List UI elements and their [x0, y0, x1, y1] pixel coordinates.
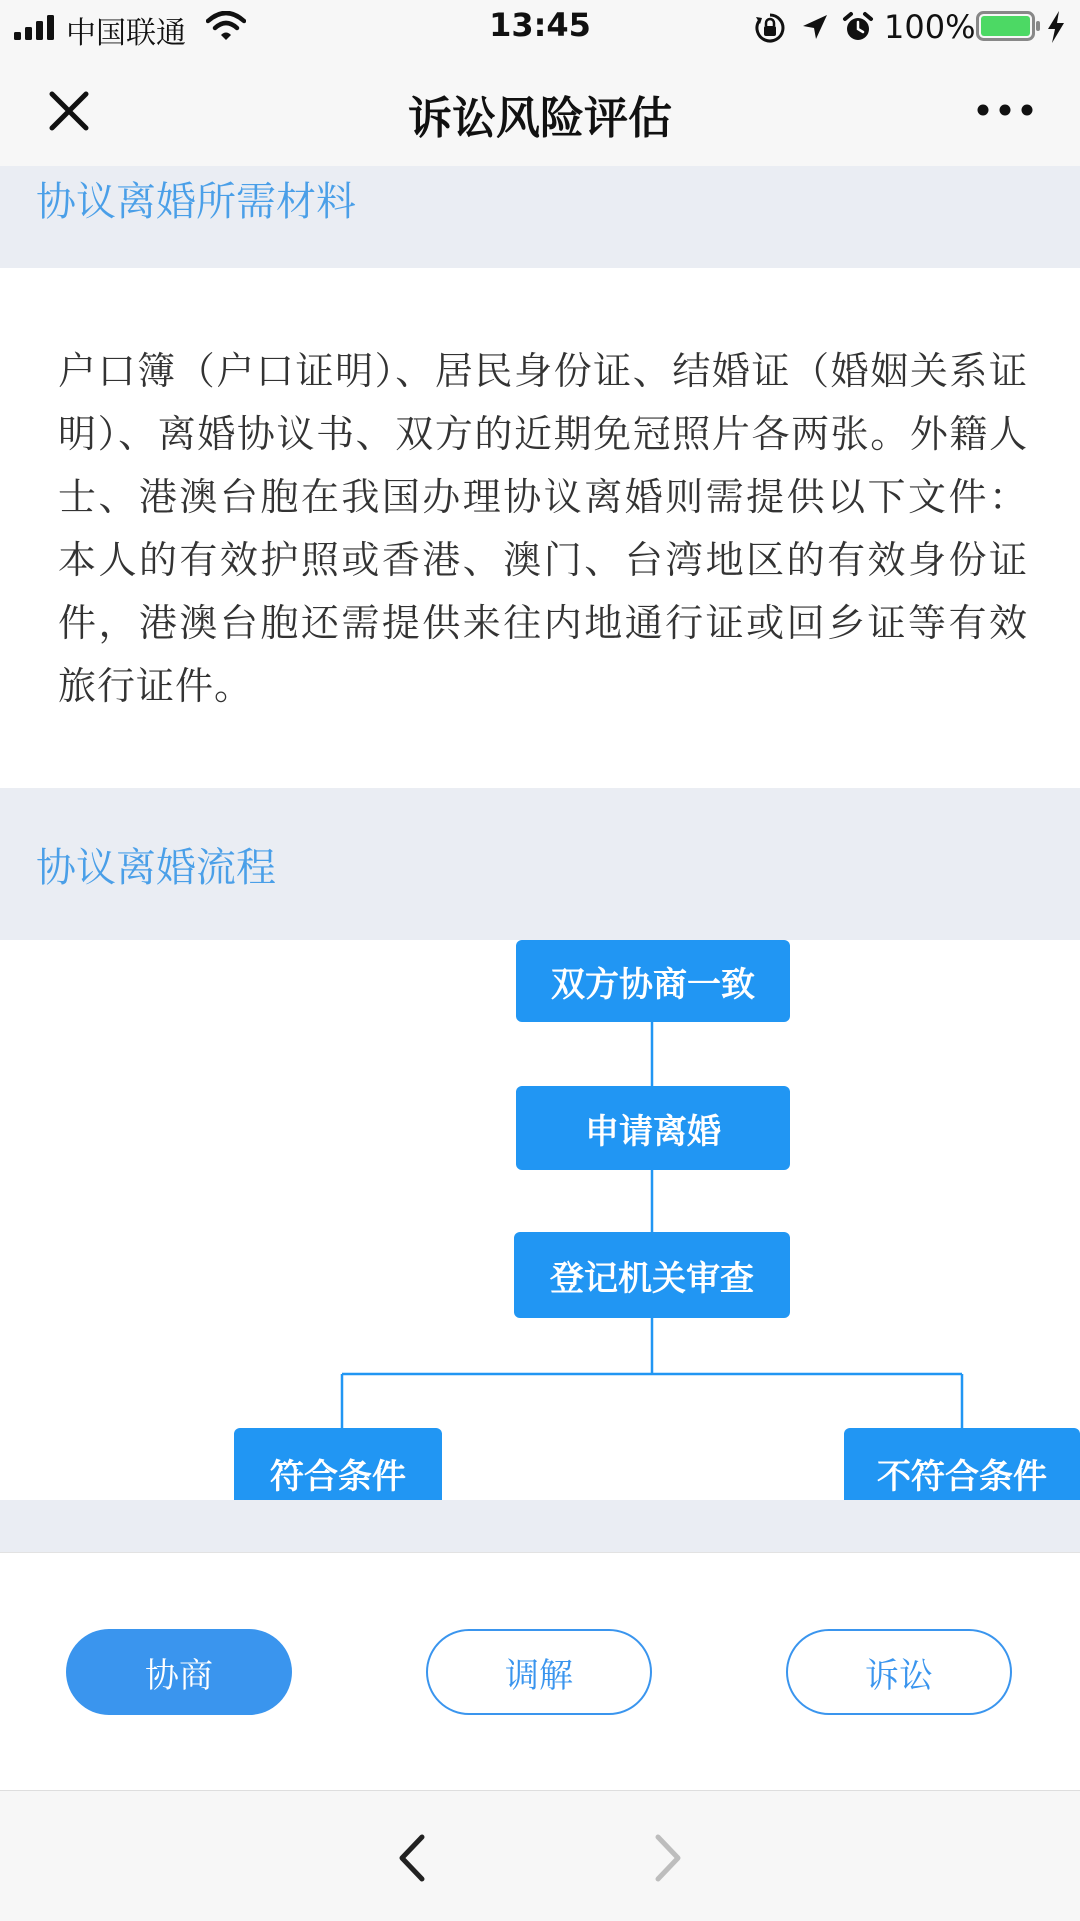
- nav-bar: [0, 54, 1080, 166]
- battery-percentage: 100%: [884, 8, 976, 46]
- carrier-name: 中国联通: [66, 16, 186, 51]
- status-bar: [0, 0, 1080, 54]
- section-title: 协议离婚流程: [36, 845, 276, 891]
- forward-icon[interactable]: [648, 1831, 688, 1885]
- section-header-process: [0, 788, 1080, 940]
- back-icon[interactable]: [392, 1831, 432, 1885]
- flow-node-qualified: 符合条件: [234, 1428, 442, 1500]
- alarm-icon: [842, 11, 874, 43]
- flow-node-not-qualified: 不符合条件: [844, 1428, 1080, 1500]
- section-divider: [0, 1500, 1080, 1552]
- clock-time: 13:45: [489, 6, 591, 44]
- litigate-button[interactable]: 诉讼: [786, 1629, 1012, 1715]
- orientation-lock-icon: [754, 12, 786, 44]
- negotiate-button[interactable]: 协商: [66, 1629, 292, 1715]
- mediate-button[interactable]: 调解: [426, 1629, 652, 1715]
- option-bar: [0, 1552, 1080, 1791]
- browser-nav-bar: [0, 1790, 1080, 1921]
- charging-bolt-icon: [1046, 10, 1066, 44]
- flow-node-registry-review: 登记机关审查: [514, 1232, 790, 1318]
- page-title: 诉讼风险评估: [408, 93, 672, 144]
- flow-node-mutual-agreement: 双方协商一致: [516, 940, 790, 1022]
- flowchart-connectors: [0, 940, 1080, 1500]
- section-header-materials: [0, 166, 1080, 268]
- flow-node-apply-divorce: 申请离婚: [516, 1086, 790, 1170]
- materials-paragraph: 户口簿（户口证明）、居民身份证、结婚证（婚姻关系证明）、离婚协议书、双方的近期免冠照片各两张。外籍人士、港澳台胞在我国办理协议离婚则需提供以下文件：本人的有效护照或香港、澳门、台湾地区的有效身份证件，港澳台胞还需提供来往内地通行证或回乡证等有效旅行证件。: [58, 349, 1028, 708]
- location-arrow-icon: [800, 12, 830, 42]
- section-title: 协议离婚所需材料: [36, 179, 356, 225]
- more-icon[interactable]: [974, 98, 1036, 122]
- process-flowchart: [0, 940, 1080, 1500]
- battery-icon: [976, 11, 1042, 41]
